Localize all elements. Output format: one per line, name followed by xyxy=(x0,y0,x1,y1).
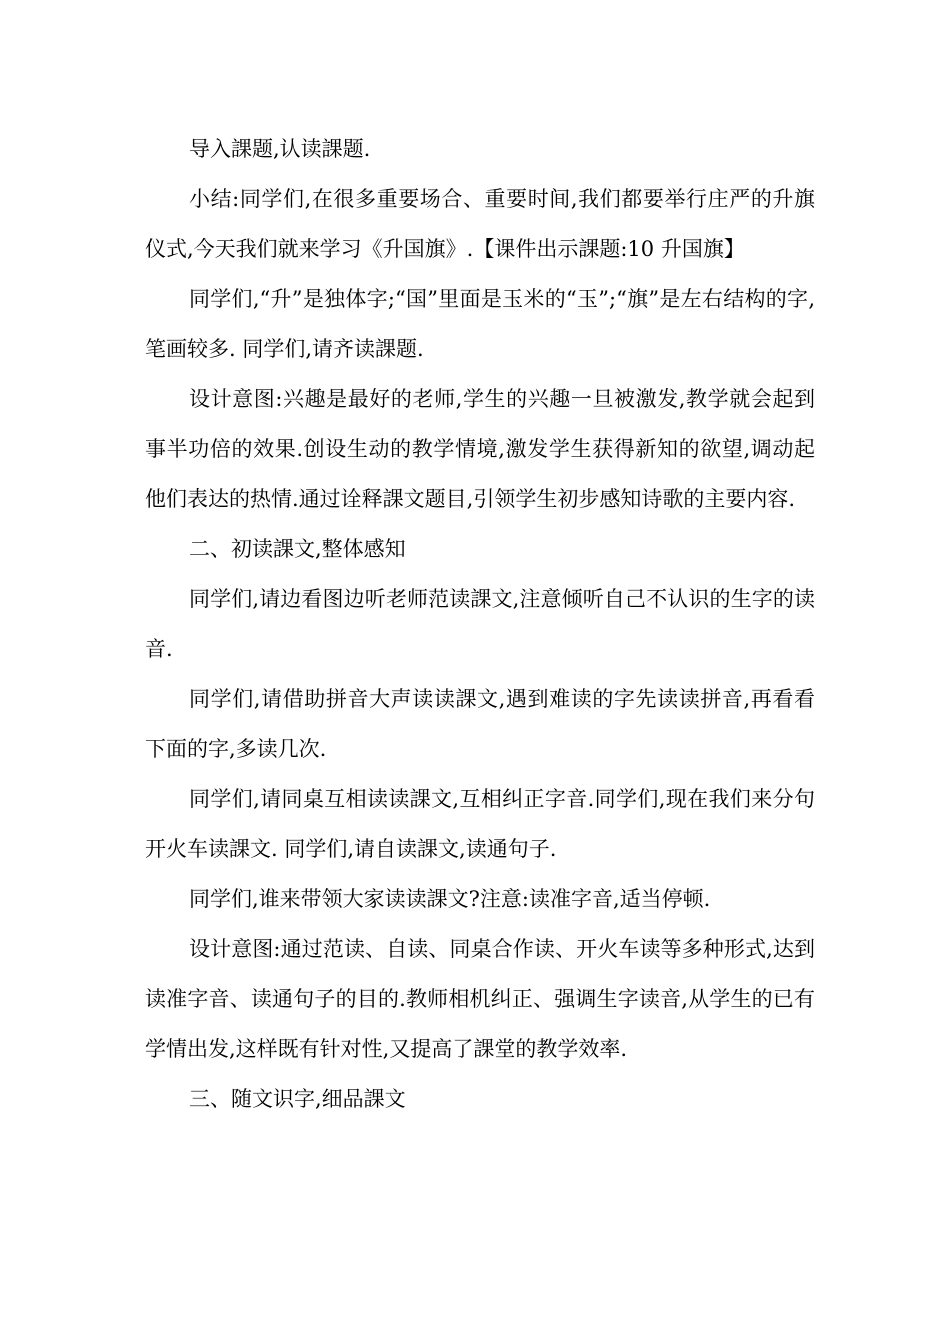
paragraph-summary: 小结:同学们,在很多重要场合、重要时间,我们都要举行庄严的升旗仪式,今天我们就来学习《升国旗》.【课件出示課题:10 升国旗】 xyxy=(145,187,815,261)
paragraph-design-intent-1: 设计意图:兴趣是最好的老师,学生的兴趣一旦被激发,教学就会起到事半功倍的效果.创设生动的教学情境,激发学生获得新知的欲望,调动起他们表达的热情.通过诠释課文题目,引领学生初步感知诗歌的主要内容. xyxy=(145,387,815,511)
section-heading-2: 二、初读課文,整体感知 xyxy=(189,537,406,561)
paragraph-characters: 同学们,“升”是独体字;“国”里面是玉米的“玉”;“旗”是左右结构的字,笔画较多. 同学们,请齐读課题. xyxy=(145,287,815,361)
paragraph-design-intent-2: 设计意图:通过范读、自读、同桌合作读、开火车读等多种形式,达到读准字音、读通句子的目的.教师相机纠正、强调生字读音,从学生的已有学情出发,这样既有针对性,又提高了課堂的教学效率. xyxy=(145,937,815,1061)
paragraph-pinyin-reading: 同学们,请借助拼音大声读读課文,遇到难读的字先读读拼音,再看看下面的字,多读几次. xyxy=(145,687,815,761)
paragraph-partner-reading: 同学们,请同桌互相读读課文,互相纠正字音.同学们,现在我们来分句开火车读課文. 同学们,请自读課文,读通句子. xyxy=(145,787,815,861)
document-body xyxy=(145,124,815,1124)
paragraph-intro: 导入課题,认读課题. xyxy=(189,137,371,161)
paragraph-listen-reading: 同学们,请边看图边听老师范读課文,注意倾听自己不认识的生字的读音. xyxy=(145,587,815,661)
section-heading-3: 三、随文识字,细品課文 xyxy=(189,1087,406,1111)
paragraph-lead-reading: 同学们,谁来带领大家读读課文?注意:读准字音,适当停顿. xyxy=(189,887,711,911)
